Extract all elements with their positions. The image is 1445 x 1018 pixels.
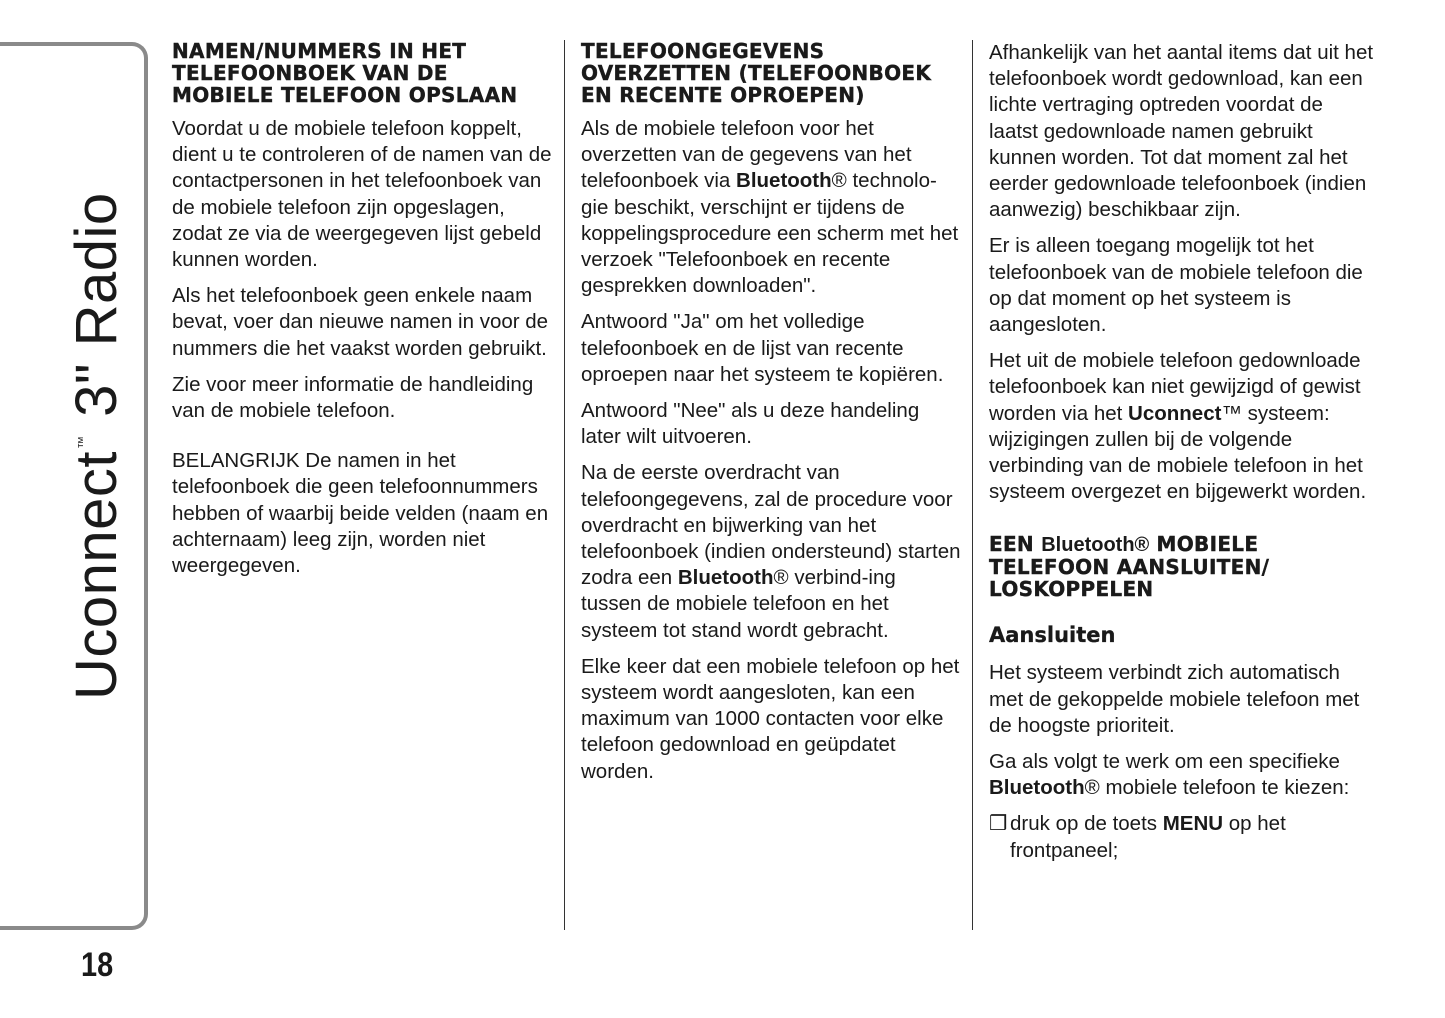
page-number: 18 — [81, 946, 114, 984]
chapter-side-title — [57, 192, 137, 700]
uconnect-term: Uconnect — [1128, 401, 1222, 425]
paragraph: Antwoord "Ja" om het volledige telefoonboek en de lijst van recente oproepen naar het systeem te kopiëren. — [581, 310, 944, 386]
paragraph: Het systeem verbindt zich automatisch met de gekoppelde mobiele telefoon met de hoogste prioriteit. — [989, 661, 1360, 737]
section-heading-transfer-data: TELEFOONGEGEVENS OVERZETTEN (TELEFOONBOEK EN RECENTE OPROEPEN) — [581, 39, 932, 107]
paragraph: Elke keer dat een mobiele telefoon op het systeem wordt aangesloten, kan een maximum van 1000 contacten voor elke telefoon gedownload en geüpdatet worden. — [581, 654, 960, 783]
paragraph: Na de eerste overdracht van telefoongegevens, zal de procedure voor overdracht en bijwerking van het telefoonboek (indien ondersteund) starten zodra een Bluetooth® verbind-ing tussen de mobiele telefoon en het systeem tot stand wordt gebracht. — [581, 461, 961, 642]
paragraph: Ga als volgt te werk om een specifieke Bluetooth® mobiele telefoon te kiezen: — [989, 750, 1350, 800]
section-heading-save-contacts: NAMEN/NUMMERS IN HET TELEFOONBOEK VAN DE MOBIELE TELEFOON OPSLAAN — [172, 39, 518, 107]
section-heading-connect-phone: EEN Bluetooth® MOBIELE TELEFOON AANSLUITEN/ LOSKOPPELEN — [989, 532, 1270, 602]
list-item: ❒ druk op de toets MENU op het frontpaneel; — [989, 811, 1374, 863]
trademark-mark: ™ — [75, 435, 90, 449]
paragraph: Zie voor meer informatie de handleiding van de mobiele telefoon. — [172, 372, 534, 423]
chapter-title-model: 3" Radio — [64, 192, 129, 417]
chapter-title-brand: Uconnect — [64, 450, 129, 700]
checkbox-bullet-icon: ❒ — [989, 812, 1008, 836]
paragraph: Antwoord "Nee" als u deze handeling later wilt uitvoeren. — [581, 399, 920, 449]
column-divider-2 — [972, 40, 973, 930]
paragraph: Afhankelijk van het aantal items dat uit het telefoonboek wordt gedownload, kan een lichte vertraging optreden voordat de laatst gedownloade namen gebruikt kunnen worden. Tot dat moment zal het eerder gedownloade telefoonboek (indien aanwezig) beschikbaar zijn. — [989, 41, 1374, 222]
paragraph: Het uit de mobiele telefoon gedownloade telefoonboek kan niet gewijzigd of gewist worden via het Uconnect™ systeem: wijzigingen zullen bij de volgende verbinding van de mobiele telefoon in het systeem overgezet en bijgewerkt worden. — [989, 349, 1367, 504]
important-note: BELANGRIJK De namen in het telefoonboek die geen telefoonnummers hebben of waarbij beide velden (naam en achternaam) leeg zijn, worden niet weergegeven. — [172, 449, 549, 578]
column-3 — [989, 40, 1374, 864]
column-divider-1 — [564, 40, 565, 930]
bluetooth-term: Bluetooth — [677, 566, 774, 590]
paragraph: Voordat u de mobiele telefoon koppelt, dient u te controleren of de namen van de contactpersonen in het telefoonboek van de mobiele telefoon zijn opgeslagen, zodat ze via de weergegeven lijst gebeld kunnen worden. — [172, 117, 552, 272]
paragraph: Als de mobiele telefoon voor het overzetten van de gegevens van het telefoonboek via Bluetooth® technolo-gie beschikt, verschijnt er tijdens de koppelingsprocedure een scherm met het verzoek "Telefoonboek en recente gesprekken downloaden". — [581, 117, 959, 298]
subheading-connect: Aansluiten — [989, 623, 1116, 648]
bluetooth-term: Bluetooth — [736, 169, 832, 193]
menu-key-term: MENU — [1162, 812, 1224, 836]
column-2 — [581, 40, 961, 795]
paragraph: Er is alleen toegang mogelijk tot het telefoonboek van de mobiele telefoon die op dat moment op het systeem is aangesloten. — [989, 234, 1363, 337]
bluetooth-term: Bluetooth — [989, 776, 1085, 800]
column-1 — [172, 40, 554, 589]
paragraph: Als het telefoonboek geen enkele naam bevat, voer dan nieuwe namen in voor de nummers die het vaakst worden gebruikt. — [172, 284, 549, 360]
